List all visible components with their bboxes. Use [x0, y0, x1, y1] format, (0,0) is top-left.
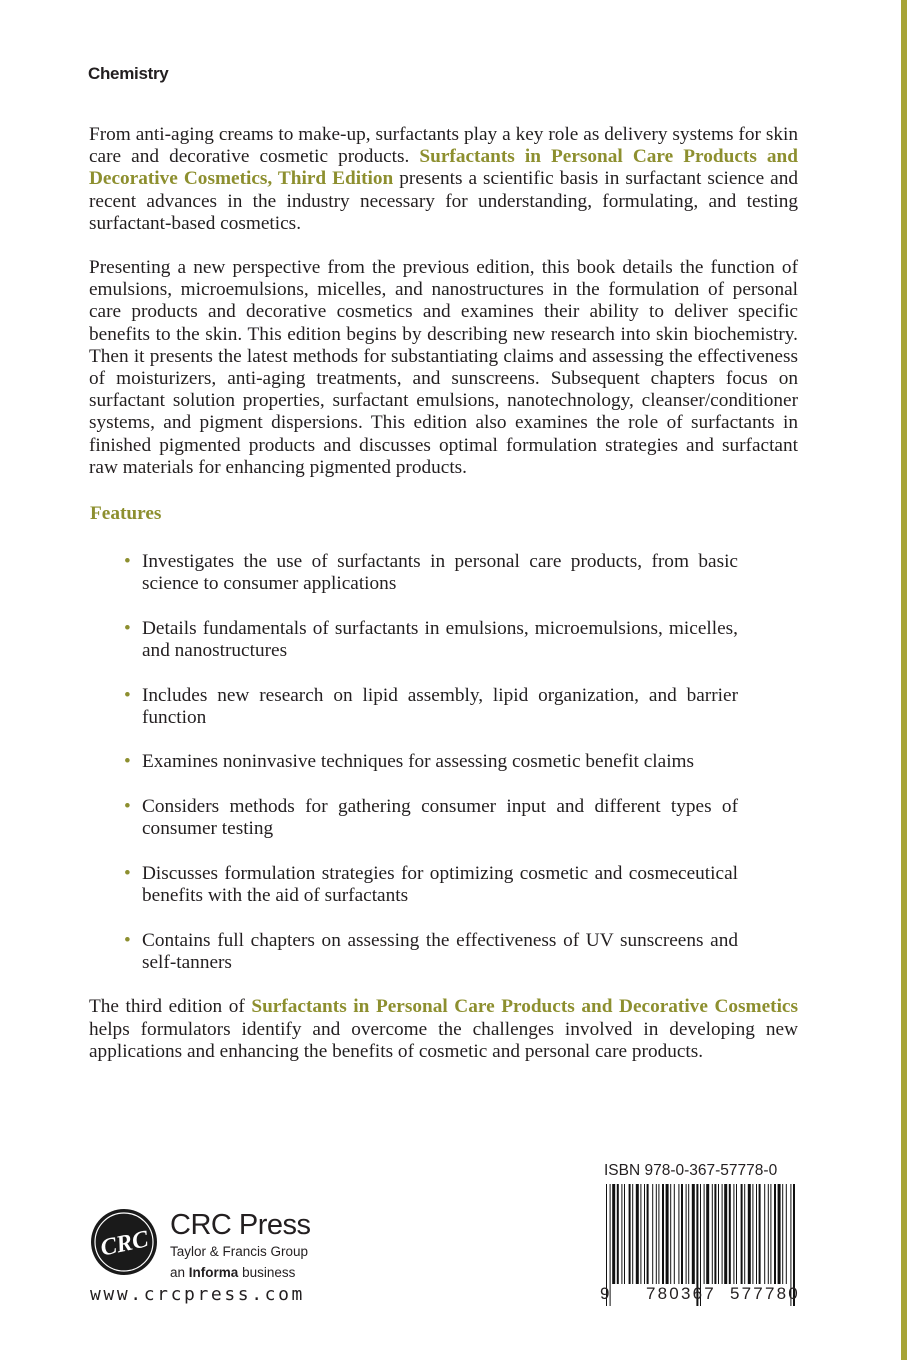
barcode-digits-right: 577780: [730, 1284, 800, 1303]
publisher-group: Taylor & Francis Group: [170, 1244, 309, 1259]
features-heading: Features: [90, 503, 162, 525]
bullet-icon: •: [124, 862, 131, 884]
feature-text: Examines noninvasive techniques for assessing cosmetic benefit claims: [142, 751, 695, 773]
publisher-website: www.crcpress.com: [90, 1284, 305, 1305]
intro-paragraph: [89, 124, 798, 235]
publisher-name: CRC Press: [170, 1209, 311, 1241]
intro-book-title: Surfactants in Personal Care Products and Decorative Cosmetics, Third Edition: [89, 146, 798, 190]
tagline-brand: Informa: [188, 1265, 239, 1280]
publisher-tagline: [170, 1265, 295, 1280]
feature-item: [89, 930, 798, 974]
closing-text-after: helps formulators identify and overcome the challenges involved in developing new applications and enhancing the benefits of cosmetic and personal care products.: [89, 1018, 798, 1062]
closing-paragraph: [89, 996, 798, 1063]
feature-text: Includes new research on lipid assembly, lipid organization, and barrier function: [142, 684, 738, 728]
bullet-icon: •: [124, 929, 131, 951]
feature-item: [89, 618, 798, 662]
feature-item: [89, 796, 798, 840]
bullet-icon: •: [124, 751, 131, 773]
logo-text: CRC: [98, 1226, 151, 1262]
feature-text: Investigates the use of surfactants in personal care products, from basic science to consumer applications: [142, 551, 738, 595]
detail-paragraph: Presenting a new perspective from the previous edition, this book details the function of emulsions, microemulsions, micelles, and nanostructures in the formulation of personal care products and decorative cosmetics and examines their ability to deliver specific benefits to the skin. This edition begins by describing new research into skin biochemistry. Then it presents the latest methods for substantiating claims and assessing the effectiveness of moisturizers, anti-aging treatments, and sunscreens. Subsequent chapters focus on surfactant solution properties, surfactant emulsions, nanotechnology, cleanser/conditioner systems, and pigment dispersions. This edition also examines the role of surfactants in finished pigmented products and discusses optimal formulation strategies and surfactant raw materials for enhancing pigmented products.: [89, 257, 798, 478]
feature-item: [89, 751, 798, 773]
tagline-prefix: an: [170, 1265, 186, 1280]
bullet-icon: •: [124, 684, 131, 706]
bullet-icon: •: [124, 796, 131, 818]
barcode-digits-left: 780367: [646, 1284, 716, 1303]
feature-text: Details fundamentals of surfactants in emulsions, microemulsions, micelles, and nanostructures: [142, 617, 738, 662]
feature-text: Contains full chapters on assessing the effectiveness of UV sunscreens and self-tanners: [142, 929, 738, 973]
feature-text: Discusses formulation strategies for optimizing cosmetic and cosmeceutical benefits with the aid of surfactants: [142, 862, 738, 907]
features-list: [89, 551, 798, 974]
closing-book-title: Surfactants in Personal Care Products and Decorative Cosmetics: [251, 996, 798, 1018]
bullet-icon: •: [124, 617, 131, 639]
feature-item: [89, 551, 798, 595]
tagline-suffix: business: [242, 1265, 296, 1280]
feature-text: Considers methods for gathering consumer input and different types of consumer testing: [142, 796, 738, 840]
intro-text-before: From anti-aging creams to make-up, surfactants play a key role as delivery systems for skin care and decorative cosmetic products.: [89, 124, 798, 168]
barcode-digit-first: 9: [600, 1284, 610, 1303]
category-label: Chemistry: [88, 64, 169, 83]
closing-text-before: The third edition of: [89, 996, 245, 1018]
feature-item: [89, 685, 798, 729]
feature-item: [89, 863, 798, 907]
bullet-icon: •: [124, 551, 131, 573]
isbn-label: ISBN 978-0-367-57778-0: [604, 1162, 778, 1179]
spine-color-bar: [901, 0, 907, 1360]
intro-text-after: presents a scientific basis in surfactant science and recent advances in the industry necessary for understanding, formulating, and testing surfactant-based cosmetics.: [89, 168, 798, 234]
crc-logo-icon: [90, 1208, 158, 1276]
back-cover-content: [89, 124, 798, 1063]
